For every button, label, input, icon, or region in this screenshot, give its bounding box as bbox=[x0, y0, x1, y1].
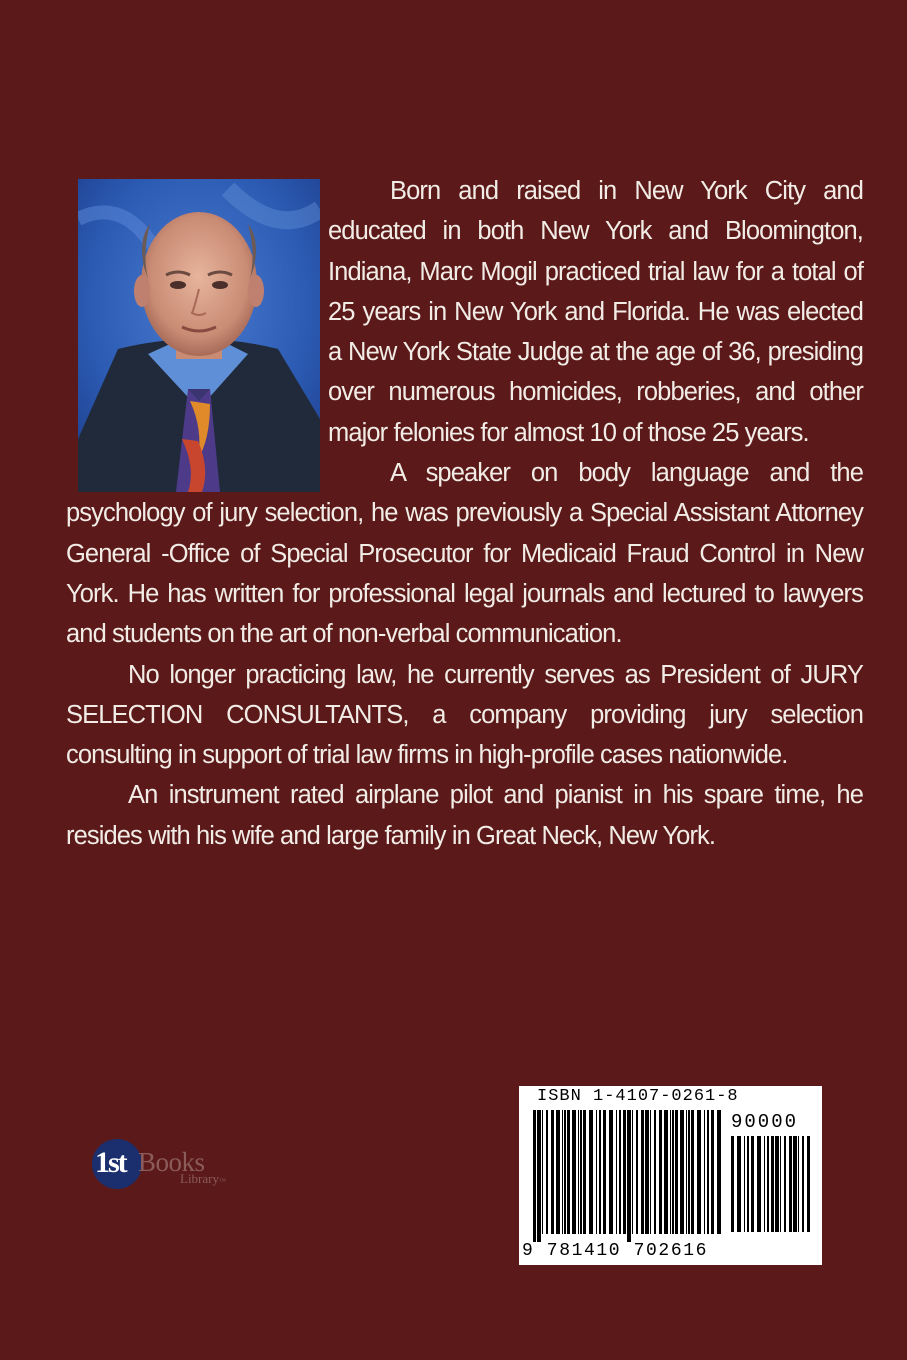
barcode-bar bbox=[564, 1110, 566, 1234]
barcode-bar bbox=[680, 1110, 684, 1234]
barcode-bar bbox=[623, 1110, 626, 1234]
ean-barcode-bars bbox=[533, 1110, 725, 1242]
price-code: 90000 bbox=[731, 1111, 799, 1133]
barcode-bar bbox=[691, 1110, 694, 1234]
barcode-bar bbox=[609, 1110, 613, 1234]
barcode-bar bbox=[764, 1136, 765, 1232]
barcode-bar bbox=[672, 1110, 674, 1234]
barcode-bar bbox=[747, 1136, 749, 1232]
barcode-bar bbox=[751, 1136, 754, 1232]
barcode-bar bbox=[659, 1110, 662, 1234]
isbn-label: ISBN 1-4107-0261-8 bbox=[537, 1087, 739, 1106]
barcode-bar bbox=[572, 1110, 576, 1234]
bio-paragraph-1-text: Born and raised in New York City and educated in both New York and Bloomington, Indiana, Marc Mogil practiced trial law for a total of 25 years in New York and Florida. He was elected a New York State Judge at the age of 36, presiding over numerous homicides, robberies, and other major felonies for almost 10 of those 25 years. bbox=[328, 177, 863, 447]
portrait-spacer bbox=[66, 171, 328, 489]
barcode-bar bbox=[697, 1110, 701, 1234]
barcode-bar bbox=[599, 1110, 601, 1234]
barcode-bar bbox=[780, 1136, 781, 1232]
barcode-bar bbox=[636, 1110, 638, 1234]
barcode-bar bbox=[704, 1110, 705, 1234]
bio-paragraph-2: A speaker on body language and the psychology of jury selection, he was previously a Special Assistant Attorney General -Office of Special Prosecutor for Medicaid Fraud Control in New York. He has written for professional legal journals and lectured to lawyers and students on the art of non-verbal communication. bbox=[66, 459, 863, 649]
price-barcode-bars bbox=[731, 1136, 813, 1240]
barcode-bar bbox=[650, 1110, 651, 1234]
barcode-bar bbox=[789, 1136, 792, 1232]
barcode-bar bbox=[641, 1110, 644, 1234]
barcode-bar bbox=[717, 1110, 721, 1234]
barcode-bar bbox=[688, 1110, 690, 1234]
barcode-bar bbox=[583, 1110, 586, 1234]
barcode-bar bbox=[556, 1110, 560, 1234]
publisher-logo bbox=[92, 1138, 232, 1194]
logo-trademark: ™ bbox=[218, 1177, 226, 1185]
ean-digits: 9 781410 702616 bbox=[522, 1241, 709, 1261]
barcode-bar bbox=[589, 1110, 593, 1234]
barcode-bar bbox=[784, 1136, 786, 1232]
barcode-bar bbox=[542, 1110, 543, 1234]
barcode-bar bbox=[603, 1110, 606, 1234]
barcode-bar bbox=[645, 1110, 649, 1234]
barcode-bar bbox=[596, 1110, 597, 1234]
barcode-bar bbox=[567, 1110, 570, 1234]
barcode-bar bbox=[757, 1136, 761, 1232]
barcode-box bbox=[519, 1086, 822, 1265]
barcode-bar bbox=[562, 1110, 563, 1234]
barcode-bar bbox=[744, 1136, 745, 1232]
barcode-bar bbox=[798, 1136, 799, 1232]
bio-paragraph-3: No longer practicing law, he currently serves as President of JURY SELECTION CONSULTANTS, a company providing jury selection consulting in support of trial law firms in high-profile cases nationwide. bbox=[66, 660, 863, 770]
bio-paragraph-4: An instrument rated airplane pilot and pianist in his spare time, he resides with his wife and large family in Great Neck, New York. bbox=[66, 781, 863, 850]
author-biography bbox=[66, 171, 863, 856]
barcode-bar bbox=[654, 1110, 656, 1234]
barcode-bar bbox=[578, 1110, 579, 1234]
barcode-bar bbox=[551, 1110, 554, 1234]
barcode-bar bbox=[737, 1136, 741, 1232]
logo-name: Books bbox=[138, 1147, 205, 1177]
logo-subtitle-text: Library bbox=[180, 1171, 219, 1186]
barcode-bar bbox=[546, 1110, 548, 1234]
barcode-bar bbox=[807, 1136, 810, 1232]
barcode-bar bbox=[711, 1110, 714, 1234]
barcode-bar bbox=[675, 1110, 678, 1234]
logo-mark: 1st bbox=[95, 1146, 126, 1179]
barcode-bar bbox=[537, 1110, 541, 1242]
barcode-bar bbox=[619, 1110, 621, 1234]
barcode-bar bbox=[533, 1110, 536, 1242]
logo-subtitle bbox=[180, 1172, 226, 1188]
barcode-bar bbox=[707, 1110, 709, 1234]
barcode-bar bbox=[664, 1110, 668, 1234]
barcode-bar bbox=[627, 1110, 631, 1242]
barcode-bar bbox=[767, 1136, 769, 1232]
barcode-bar bbox=[670, 1110, 671, 1234]
barcode-bar bbox=[616, 1110, 617, 1234]
barcode-bar bbox=[771, 1136, 774, 1232]
barcode-bar bbox=[731, 1136, 734, 1232]
barcode-bar bbox=[793, 1136, 797, 1232]
barcode-bar bbox=[802, 1136, 804, 1232]
barcode-bar bbox=[580, 1110, 582, 1234]
barcode-bar bbox=[632, 1110, 633, 1234]
barcode-bar bbox=[686, 1110, 687, 1234]
barcode-bar bbox=[775, 1136, 779, 1232]
